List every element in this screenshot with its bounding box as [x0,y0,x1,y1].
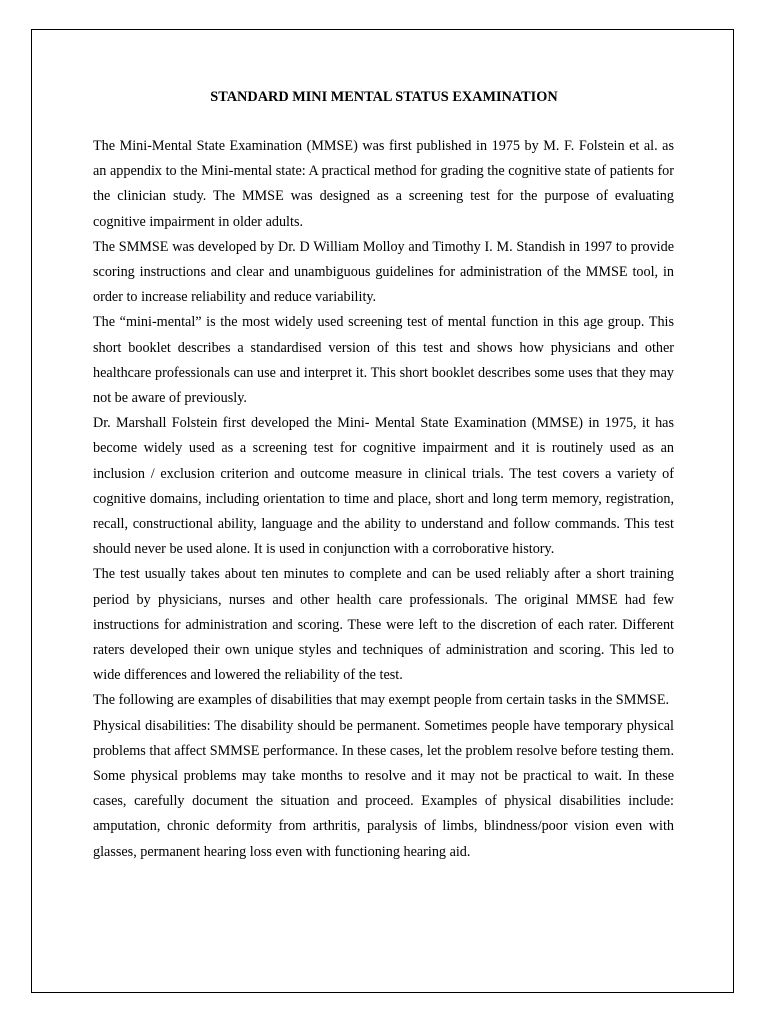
paragraph-test-duration: The test usually takes about ten minutes to complete and can be used reliably after a short training period by physicians, nurses and other health care professionals. The original MMSE had few instructions for administration and scoring. These were left to the discretion of each rater. Different raters developed their own unique styles and techniques of administration and scoring. This led to wide differences and lowered the reliability of the test. [93,566,674,684]
paragraph-folstein-cognitive-domains: Dr. Marshall Folstein first developed the Mini- Mental State Examination (MMSE) in 1975, it has become widely used as a screening test for cognitive impairment and it is routinely used as an inclusion / exclusion criterion and outcome measure in clinical trials. The test covers a variety of cognitive domains, including orientation to time and place, short and long term memory, registration, recall, constructional ability, language and the ability to understand and follow commands. This test should never be used alone. It is used in conjunction with a corroborative history. [93,415,674,558]
paragraph-mini-mental-usage: The “mini-mental” is the most widely used screening test of mental function in this age group. This short booklet describes a standardised version of this test and shows how physicians and other healthcare professionals can use and interpret it. This short booklet describes some uses that they may not be aware of previously. [93,314,674,407]
paragraph-physical-disabilities: Physical disabilities: The disability should be permanent. Sometimes people have temporary physical problems that affect SMMSE performance. In these cases, let the problem resolve before testing them. Some physical problems may take months to resolve and it may not be practical to wait. In these cases, carefully document the situation and proceed. Examples of physical disabilities include: amputation, chronic deformity from arthritis, paralysis of limbs, blindness/poor vision even with glasses, permanent hearing loss even with functioning hearing aid. [93,717,674,860]
document-body [93,134,674,865]
document-title: STANDARD MINI MENTAL STATUS EXAMINATION [210,89,558,105]
paragraph-mmse-history: The Mini-Mental State Examination (MMSE) was first published in 1975 by M. F. Folstein et al. as an appendix to the Mini-mental state: A practical method for grading the cognitive state of patients for the clinician study. The MMSE was designed as a screening test for the purpose of evaluating cognitive impairment in older adults. [93,138,674,230]
paragraph-smmse-development: The SMMSE was developed by Dr. D William Molloy and Timothy I. M. Standish in 1997 to provide scoring instructions and clear and unambiguous guidelines for administration of the MMSE tool, in order to increase reliability and reduce variability. [93,238,674,306]
paragraph-disability-exemptions: The following are examples of disabilities that may exempt people from certain tasks in the SMMSE. [93,692,670,709]
